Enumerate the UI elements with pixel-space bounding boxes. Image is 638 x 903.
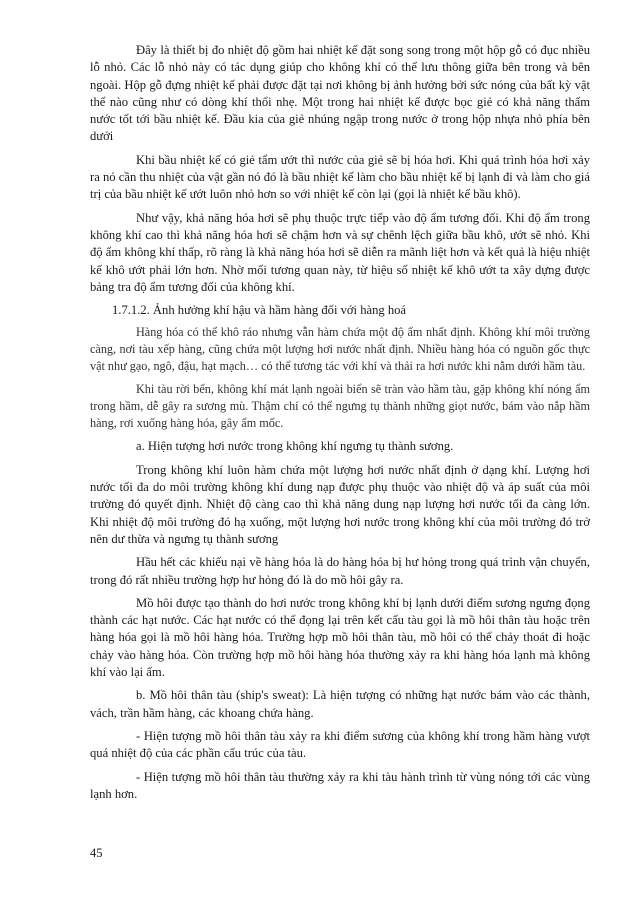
section-heading: 1.7.1.2. Ảnh hưởng khí hậu và hầm hàng đối với hàng hoá: [112, 303, 407, 318]
paragraph-subheading-a: a. Hiện tượng hơi nước trong không khí ngưng tụ thành sương.: [136, 439, 454, 454]
paragraph-ship-sweat-voyage: - Hiện tượng mồ hôi thân tàu thường xảy ra khi tàu hành trình từ vùng nóng tới các vùng lạnh hơn.: [90, 769, 590, 801]
paragraph-ship-leaving-port: Khi tàu rời bến, không khí mát lạnh ngoài biển sẽ tràn vào hầm tàu, gặp không khí nóng ẩm trong hầm, dễ gây ra sương mù. Thậm chí có thể ngưng tụ thành những giọt nước, bám vào nắp hầm hàng, rơi xuống hàng hóa, gây ẩm mốc.: [90, 382, 590, 431]
paragraph-vapor-condensation: Trong không khí luôn hàm chứa một lượng hơi nước nhất định ở dạng khí. Lượng hơi nước tối đa do môi trường không khí dung nạp được phụ thuộc vào nhiệt độ và áp suất của môi trường đó quyết định. Nhiệt độ càng cao thì khả năng dung nạp lượng hơi nước tối đa càng lớn. Khi nhiệt độ môi trường đó hạ xuống, một lượng hơi nước trong không khí của môi trường đó trở nên dư thừa và ngưng tụ thành sương: [90, 462, 590, 546]
paragraph-wet-bulb: Khi bầu nhiệt kế có giẻ tẩm ướt thì nước của giẻ sẽ bị hóa hơi. Khi quá trình hóa hơi xảy ra nó cần thu nhiệt của vật gần nó đó là bầu nhiệt kế làm cho bầu nhiệt kế bị lạnh đi và làm cho giá trị của bầu nhiệt kế ướt luôn nhỏ hơn so với nhiệt kế còn lại (gọi là nhiệt kế bầu khô).: [90, 152, 590, 202]
document-body: [90, 42, 590, 809]
paragraph-cargo-moisture: Hàng hóa có thể khô ráo nhưng vẫn hàm chứa một độ ẩm nhất định. Không khí môi trường càng, nơi tàu xếp hàng, cũng chứa một lượng hơi nước nhất định. Nhiều hàng hóa có nguồn gốc thực vật như gạo, ngô, đậu, hạt mạch… có thể tương tác với khí và thải ra hơi nước khi nằm dưới hầm tàu.: [90, 325, 590, 374]
paragraph-relative-humidity: Như vậy, khả năng hóa hơi sẽ phụ thuộc trực tiếp vào độ ẩm tương đối. Khi độ ẩm trong không khí cao thì khả năng hóa hơi sẽ chậm hơn và sự chênh lệch giữa bầu khô, ướt sẽ nhỏ. Khi độ ẩm không khí thấp, rõ ràng là khả năng hóa hơi sẽ diễn ra mãnh liệt hơn và kết quả là hiệu nhiệt kế khô ướt phải lớn hơn. Nhờ mối tương quan này, từ hiệu số nhiệt kế khô ướt ta xây dựng được bảng tra độ ẩm tương đối của không khí.: [90, 210, 590, 294]
paragraph-thermometer-device: Đây là thiết bị đo nhiệt độ gồm hai nhiệt kế đặt song song trong một hộp gỗ có đục nhiều lỗ nhỏ. Các lỗ nhỏ này có tác dụng giúp cho không khí có thể lưu thông giữa bên trong và bên ngoài. Hộp gỗ đựng nhiệt kế phải được đặt tại nơi không bị ảnh hưởng bởi sức nóng của bất kỳ vật thể nào cũng như có dòng khí thổi nhẹ. Một trong hai nhiệt kế được bọc giẻ có khả năng thấm nước tốt tới bầu nhiệt kế. Đầu kia của giẻ nhúng ngập trong nước ở trong hộp nhựa nhỏ phía bên dưới: [90, 43, 590, 144]
paragraph-claims: Hầu hết các khiếu nại về hàng hóa là do hàng hóa bị hư hỏng trong quá trình vận chuyển, trong đó rất nhiều trường hợp hư hỏng đó là do mồ hôi gây ra.: [90, 555, 590, 587]
paragraph-sweat-formation: Mồ hôi được tạo thành do hơi nước trong không khí bị lạnh dưới điểm sương ngưng đọng thành các hạt nước. Các hạt nước có thể đọng lại trên kết cấu tàu gọi là mồ hôi thân tàu hoặc trên hàng hóa gọi là mồ hôi hàng hóa. Trường hợp mồ hôi thân tàu, mồ hôi có thể chảy thoát đi hoặc chảy vào hàng hóa. Còn trường hợp mồ hôi hàng hóa thường xảy ra khi hàng hóa lạnh mà không khí vào lại ấm.: [90, 595, 590, 680]
paragraph-ship-sweat-condition: - Hiện tượng mồ hôi thân tàu xảy ra khi điểm sương của không khí trong hầm hàng vượt quá nhiệt độ của các phần cấu trúc của tàu.: [90, 728, 590, 761]
page-number: 45: [90, 846, 103, 860]
paragraph-subheading-b: b. Mồ hôi thân tàu (ship's sweat): Là hiện tượng có những hạt nước bám vào các thành, vách, trần hầm hàng, các khoang chứa hàng.: [90, 688, 590, 720]
